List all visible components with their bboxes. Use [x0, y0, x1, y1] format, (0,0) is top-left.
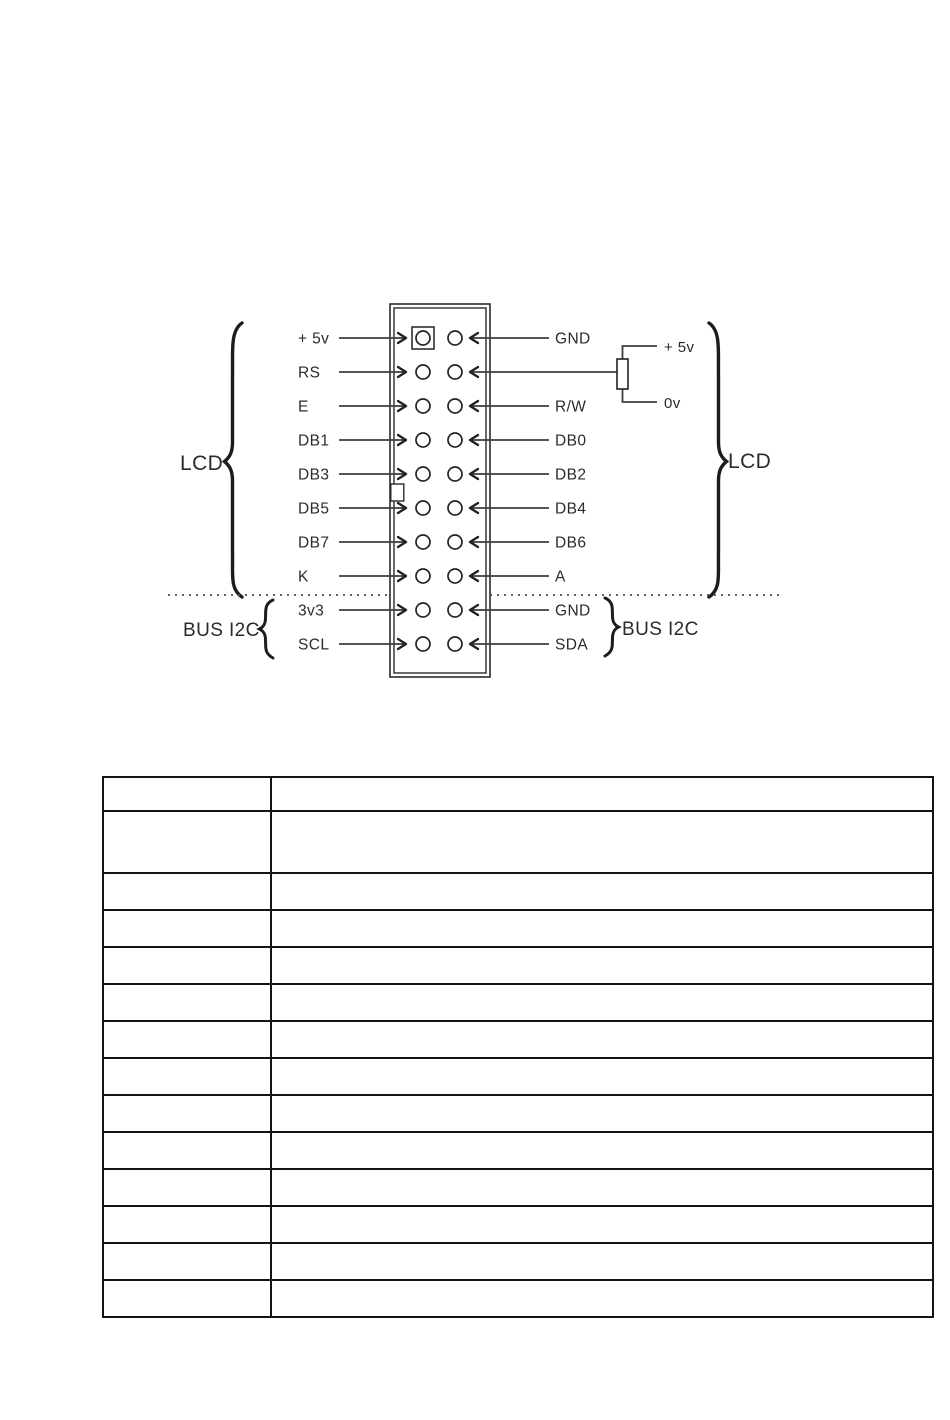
pin-hole-left — [416, 569, 430, 583]
table-cell — [271, 984, 933, 1021]
lcd-left-label: LCD — [180, 452, 224, 475]
table-cell — [103, 1095, 271, 1132]
pin-label-left: SCL — [298, 636, 330, 654]
table-cell — [271, 1280, 933, 1317]
pin-label-right: DB0 — [555, 432, 587, 450]
pin-hole-right — [448, 433, 462, 447]
table-cell — [271, 777, 933, 811]
pot-top-label: + 5v — [664, 339, 695, 356]
contrast-potentiometer — [617, 339, 694, 412]
pot-wire-bottom — [623, 389, 658, 402]
lcd-left-brace — [225, 323, 243, 597]
pin-label-left: 3v3 — [298, 602, 325, 620]
table-cell — [103, 1206, 271, 1243]
table-row — [103, 1095, 933, 1132]
table-cell — [103, 811, 271, 873]
table-cell — [103, 1243, 271, 1280]
table-cell — [103, 984, 271, 1021]
table-row — [103, 1280, 933, 1317]
table-cell — [103, 1280, 271, 1317]
table-row — [103, 811, 933, 873]
pin-label-left: K — [298, 568, 309, 586]
table-cell — [103, 947, 271, 984]
pin-hole-right — [448, 365, 462, 379]
pin-label-left: RS — [298, 364, 321, 382]
table-cell — [271, 1095, 933, 1132]
pin-label-right: GND — [555, 330, 591, 348]
connector-outer-outline — [390, 304, 490, 677]
table-cell — [271, 947, 933, 984]
pin-hole-right — [448, 603, 462, 617]
pin-label-right: GND — [555, 602, 591, 620]
pin-label-right: DB4 — [555, 500, 587, 518]
bus-i2c-right-label: BUS I2C — [622, 619, 699, 640]
table-cell — [271, 1243, 933, 1280]
table-cell — [271, 873, 933, 910]
pin-hole-right — [448, 569, 462, 583]
table-row — [103, 1206, 933, 1243]
table-row — [103, 1021, 933, 1058]
pin-label-right: DB2 — [555, 466, 587, 484]
lcd-right-brace — [709, 323, 727, 597]
table-row — [103, 1243, 933, 1280]
table-cell — [103, 777, 271, 811]
pin-hole-left — [416, 637, 430, 651]
table-row — [103, 777, 933, 811]
table-cell — [103, 1021, 271, 1058]
table-row — [103, 984, 933, 1021]
bus-i2c-right-brace — [605, 598, 619, 656]
pin-hole-left — [416, 535, 430, 549]
table-cell — [271, 910, 933, 947]
pin-hole-left — [416, 433, 430, 447]
table-cell — [103, 910, 271, 947]
table-cell — [271, 1132, 933, 1169]
pin-hole-left — [416, 603, 430, 617]
pin-hole-right — [448, 331, 462, 345]
bus-i2c-left-label: BUS I2C — [183, 620, 260, 641]
table-cell — [103, 1132, 271, 1169]
pot-body — [617, 359, 628, 389]
table-row — [103, 910, 933, 947]
pin-label-left: E — [298, 398, 309, 416]
lcd-right-label: LCD — [728, 450, 772, 473]
table-cell — [103, 873, 271, 910]
pin-label-right: A — [555, 568, 566, 586]
pin-hole-left — [416, 365, 430, 379]
pin-label-right: DB6 — [555, 534, 587, 552]
table-cell — [103, 1058, 271, 1095]
pin-label-left: DB3 — [298, 466, 330, 484]
pin-hole-left — [416, 467, 430, 481]
pin-label-right: R/W — [555, 398, 587, 416]
table-row — [103, 947, 933, 984]
connector-key-notch — [391, 484, 404, 501]
table-cell — [271, 1021, 933, 1058]
pot-bottom-label: 0v — [664, 395, 681, 412]
pin-hole-right — [448, 399, 462, 413]
pin-hole-right — [448, 637, 462, 651]
table-row — [103, 1132, 933, 1169]
bus-i2c-left-brace — [260, 600, 274, 658]
pin-label-left: DB5 — [298, 500, 330, 518]
table-row — [103, 1058, 933, 1095]
pin-label-left: + 5v — [298, 330, 330, 348]
pin-hole-right — [448, 467, 462, 481]
table-cell — [103, 1169, 271, 1206]
pin-hole-right — [448, 535, 462, 549]
pin-row — [298, 365, 618, 382]
pin-label-right: SDA — [555, 636, 589, 654]
pin-hole-right — [448, 501, 462, 515]
pin-hole-left — [416, 501, 430, 515]
pin-hole-left — [416, 331, 430, 345]
table-row — [103, 873, 933, 910]
table-cell — [271, 1206, 933, 1243]
table-row — [103, 1169, 933, 1206]
table-cell — [271, 1169, 933, 1206]
pin-hole-left — [416, 399, 430, 413]
table-cell — [271, 811, 933, 873]
pin-label-left: DB1 — [298, 432, 330, 450]
notes-table — [102, 776, 934, 1318]
table-cell — [271, 1058, 933, 1095]
pot-wire-top — [623, 346, 658, 359]
pin-label-left: DB7 — [298, 534, 330, 552]
